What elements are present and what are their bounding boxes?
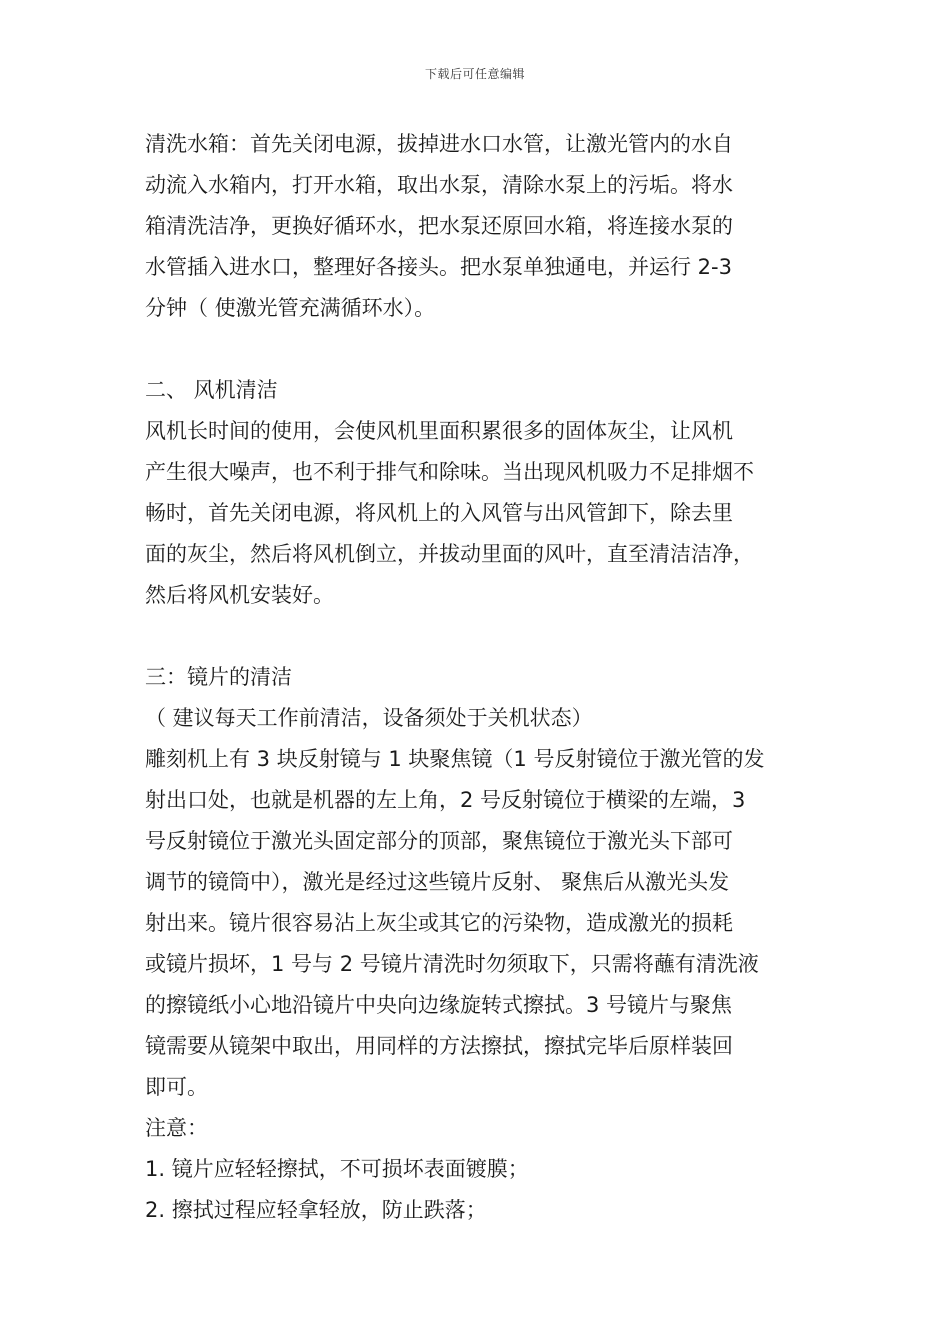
text-line: 号反射镜位于激光头固定部分的顶部，聚焦镜位于激光头下部可 <box>145 829 733 853</box>
note-item: 1. 镜片应轻轻擦拭，不可损坏表面镀膜； <box>145 1157 529 1181</box>
text-line: 箱清洗洁净，更换好循环水，把水泵还原回水箱，将连接水泵的 <box>145 214 733 238</box>
paragraph-gap <box>145 616 810 657</box>
text-line: 畅时，首先关闭电源，将风机上的入风管与出风管卸下，除去里 <box>145 501 733 525</box>
text-line: 射出来。镜片很容易沾上灰尘或其它的污染物，造成激光的损耗 <box>145 911 733 935</box>
document-body <box>145 124 810 1231</box>
text-line: 的擦镜纸小心地沿镜片中央向边缘旋转式擦拭。3 号镜片与聚焦 <box>145 993 733 1017</box>
text-line: 然后将风机安装好。 <box>145 583 334 607</box>
lens-section-heading: 三：镜片的清洁 <box>145 665 292 689</box>
text-line: 清洗水箱：首先关闭电源，拔掉进水口水管，让激光管内的水自 <box>145 132 733 156</box>
text-line: 调节的镜筒中），激光是经过这些镜片反射、 聚焦后从激光头发 <box>145 870 730 894</box>
water-tank-paragraph <box>145 124 810 329</box>
text-line: 面的灰尘，然后将风机倒立，并拔动里面的风叶，直至清洁洁净， <box>145 542 754 566</box>
fan-section-heading: 二、 风机清洁 <box>145 378 278 402</box>
text-line: 风机长时间的使用，会使风机里面积累很多的固体灰尘，让风机 <box>145 419 733 443</box>
paragraph-gap <box>145 329 810 370</box>
fan-paragraph <box>145 411 810 616</box>
page-header-note: 下载后可任意编辑 <box>424 67 525 81</box>
note-item: 2. 擦拭过程应轻拿轻放，防止跌落； <box>145 1198 487 1222</box>
text-line: 雕刻机上有 3 块反射镜与 1 块聚焦镜（1 号反射镜位于激光管的发 <box>145 747 765 771</box>
text-line: 射出口处，也就是机器的左上角，2 号反射镜位于横梁的左端，3 <box>145 788 746 812</box>
lens-paragraph <box>145 739 810 1108</box>
lens-section-subheading: （ 建议每天工作前清洁，设备须处于关机状态） <box>145 706 593 730</box>
text-line: 产生很大噪声，也不利于排气和除味。当出现风机吸力不足排烟不 <box>145 460 754 484</box>
text-line: 动流入水箱内，打开水箱，取出水泵，清除水泵上的污垢。将水 <box>145 173 733 197</box>
text-line: 镜需要从镜架中取出，用同样的方法擦拭，擦拭完毕后原样装回 <box>145 1034 733 1058</box>
notes-heading: 注意： <box>145 1116 208 1140</box>
text-line: 分钟（ 使激光管充满循环水）。 <box>145 296 436 320</box>
text-line: 水管插入进水口，整理好各接头。把水泵单独通电，并运行 2-3 <box>145 255 732 279</box>
text-line: 或镜片损坏，1 号与 2 号镜片清洗时勿须取下，只需将蘸有清洗液 <box>145 952 759 976</box>
text-line: 即可。 <box>145 1075 208 1099</box>
